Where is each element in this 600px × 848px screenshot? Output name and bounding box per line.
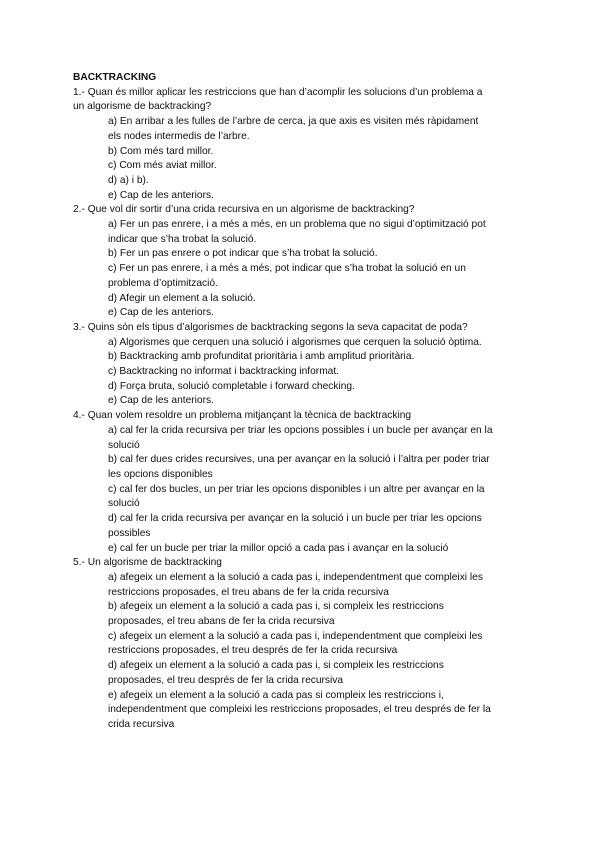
answer-option-line: c) cal fer dos bucles, un per triar les opcions disponibles i un altre per avançar en la	[108, 483, 485, 495]
question-1	[73, 86, 533, 204]
answer-option	[73, 630, 533, 659]
question-text-line: 5.- Un algorisme de backtracking	[73, 557, 222, 569]
answer-option	[73, 189, 533, 204]
answer-option-line: independentment que compleixi les restriccions proposades, el treu després de fer la	[108, 704, 491, 716]
answer-option	[73, 115, 533, 144]
answer-option-line: e) Cap de les anteriors.	[108, 395, 214, 407]
question-4	[73, 409, 533, 556]
document	[73, 71, 533, 733]
answer-option	[73, 380, 533, 395]
question-text-line: 1.- Quan és millor aplicar les restriccions que han d’acomplir les solucions d’un problema a	[73, 86, 483, 98]
answer-option-line: a) cal fer la crida recursiva per triar les opcions possibles i un bucle per avançar en la	[108, 424, 493, 436]
answer-option-line: problema d’optimització.	[108, 277, 218, 289]
answer-option	[73, 512, 533, 541]
answer-option-line: c) Com més aviat millor.	[108, 160, 217, 172]
question-5	[73, 556, 533, 732]
question-3	[73, 321, 533, 409]
answer-option	[73, 218, 533, 247]
answer-option-line: e) afegeix un element a la solució a cada pas si compleix les restriccions i,	[108, 689, 444, 701]
answer-option	[73, 659, 533, 688]
answer-option-line: les opcions disponibles	[108, 468, 213, 480]
answer-option	[73, 159, 533, 174]
answer-option	[73, 542, 533, 557]
answer-option-line: b) Fer un pas enrere o pot indicar que s’ha trobat la solució.	[108, 248, 378, 260]
answer-option-line: a) afegeix un element a la solució a cada pas i, independentment que compleixi les	[108, 571, 483, 583]
answer-option	[73, 424, 533, 453]
answer-option	[73, 483, 533, 512]
answer-option-line: d) a) i b).	[108, 174, 149, 186]
answer-option-line: crida recursiva	[108, 718, 175, 730]
answer-option	[73, 571, 533, 600]
answer-option	[73, 365, 533, 380]
answer-option-line: d) Afegir un element a la solució.	[108, 292, 256, 304]
answer-option-line: d) Força bruta, solució completable i forward checking.	[108, 380, 355, 392]
answer-option-line: a) Fer un pas enrere, i a més a més, en un problema que no sigui d’optimització pot	[108, 219, 486, 231]
answer-option-line: b) Com més tard millor.	[108, 145, 214, 157]
answer-option-line: els nodes intermedis de l’arbre.	[108, 130, 250, 142]
answer-option-line: possibles	[108, 527, 151, 539]
answer-option	[73, 600, 533, 629]
answer-option-line: proposades, el treu abans de fer la crida recursiva	[108, 616, 335, 628]
answer-option-line: d) afegeix un element a la solució a cada pas i, si compleix les restriccions	[108, 660, 444, 672]
question-list	[73, 86, 533, 733]
answer-option	[73, 689, 533, 733]
answer-option	[73, 306, 533, 321]
answer-option-line: c) afegeix un element a la solució a cada pas i, independentment que compleixi les	[108, 630, 483, 642]
answer-option-line: solució	[108, 439, 140, 451]
answer-option-line: e) Cap de les anteriors.	[108, 189, 214, 201]
question-text-line: 2.- Que vol dir sortir d’una crida recursiva en un algorisme de backtracking?	[73, 204, 415, 216]
question-text-line: 3.- Quins són els tipus d’algorismes de backtracking segons la seva capacitat de poda?	[73, 321, 468, 333]
answer-option	[73, 453, 533, 482]
answer-option-line: a) En arribar a les fulles de l’arbre de cerca, ja que axis es visiten més ràpidament	[108, 116, 479, 128]
answer-option-line: indicar que s’ha trobat la solució.	[108, 233, 257, 245]
answer-option	[73, 394, 533, 409]
answer-option-line: solució	[108, 498, 140, 510]
answer-option-line: b) cal fer dues crides recursives, una per avançar en la solució i l’altra per poder triar	[108, 454, 490, 466]
answer-option	[73, 247, 533, 262]
answer-option-line: c) Backtracking no informat i backtracking informat.	[108, 366, 340, 378]
answer-option-line: b) Backtracking amb profunditat prioritària i amb amplitud prioritària.	[108, 351, 415, 363]
document-title: BACKTRACKING	[73, 72, 157, 83]
answer-option-line: b) afegeix un element a la solució a cada pas i, si compleix les restriccions	[108, 601, 444, 613]
question-2	[73, 203, 533, 321]
answer-option-line: restriccions proposades, el treu abans de fer la crida recursiva	[108, 586, 389, 598]
answer-option-line: proposades, el treu després de fer la crida recursiva	[108, 674, 343, 686]
answer-option	[73, 262, 533, 291]
answer-option-line: a) Algorismes que cerquen una solució i algorismes que cerquen la solució òptima.	[108, 336, 482, 348]
question-text-line: un algorisme de backtracking?	[73, 101, 212, 113]
question-text-line: 4.- Quan volem resoldre un problema mitjançant la tècnica de backtracking	[73, 410, 412, 422]
answer-option	[73, 145, 533, 160]
answer-option	[73, 174, 533, 189]
answer-option-line: e) cal fer un bucle per triar la millor opció a cada pas i avançar en la solució	[108, 542, 449, 554]
answer-option-line: c) Fer un pas enrere, i a més a més, pot indicar que s’ha trobat la solució en un	[108, 263, 466, 275]
answer-option	[73, 350, 533, 365]
answer-option-line: d) cal fer la crida recursiva per avançar en la solució i un bucle per triar les opcions	[108, 513, 482, 525]
answer-option	[73, 292, 533, 307]
answer-option-line: restriccions proposades, el treu després de fer la crida recursiva	[108, 645, 398, 657]
answer-option-line: e) Cap de les anteriors.	[108, 307, 214, 319]
answer-option	[73, 336, 533, 351]
